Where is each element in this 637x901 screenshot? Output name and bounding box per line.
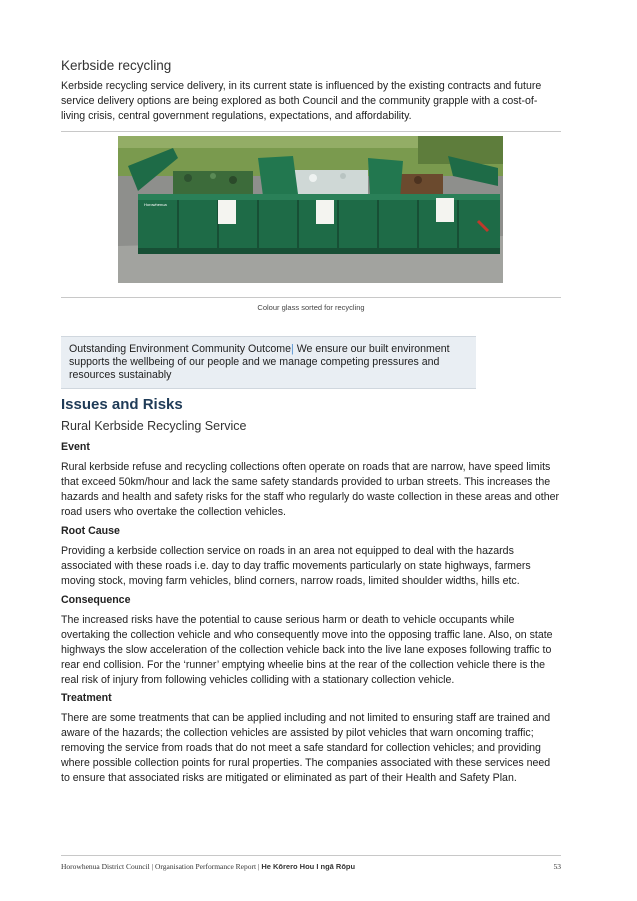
figure-bottom-rule: [61, 297, 561, 298]
footer-section-title: He Kōrero Hou I ngā Rōpu: [261, 862, 356, 871]
footer-rule: [61, 855, 561, 856]
recycling-bin-photo: [118, 136, 503, 283]
consequence-text: The increased risks have the potential to cause serious harm or death to vehicle occupants while overtaking the collection vehicle and who consequently move into the opposing traffic lane. Also, on state highways the slow acceleration of the collection vehicle back into the live lane exposes following traffic to rear end collision. For the ‘runner’ emptying wheelie bins at the rear of the collection vehicle there is the real risk of injury from following vehicles colliding with a stationary collection vehicle.: [61, 614, 553, 686]
root-cause-label: Root Cause: [61, 525, 120, 537]
footer-text: Horowhenua District Council | Organisation Performance Report |: [61, 862, 262, 871]
root-cause-text: Providing a kerbside collection service on roads in an area not equipped to deal with the hazards associated with these roads i.e. day to day traffic movements particularly on state highways, farmers moving stock, moving farm vehicles, blind corners, narrow roads, limited shoulder widths, hills etc.: [61, 545, 531, 587]
figure-caption: Colour glass sorted for recycling: [257, 303, 365, 312]
page-number: 53: [553, 862, 561, 871]
outcome-box: [61, 336, 476, 389]
bin-logo: Horowhenua: [144, 202, 167, 207]
event-label: Event: [61, 441, 90, 453]
kerbside-intro: Kerbside recycling service delivery, in its current state is influenced by the existing contracts and future service delivery options are being explored as both Council and the community grapple with a cost-of-living crisis, central government regulations, expectations, and affordability.: [61, 80, 542, 122]
outcome-title: Outstanding Environment Community Outcome: [69, 343, 291, 355]
page-content: [61, 58, 561, 784]
event-text: Rural kerbside refuse and recycling collections often operate on roads that are narrow, have speed limits that exceed 50km/hour and lack the same safety standards provided to urban streets. This increases the hazards and health and safety risks for the staff who regularly do waste collection in these areas and other road users who overtake the collection vehicles.: [61, 461, 559, 518]
issues-subheading: Rural Kerbside Recycling Service: [61, 419, 247, 433]
figure-top-rule: [61, 131, 561, 132]
outcome-separator: |: [290, 343, 294, 355]
kerbside-heading: Kerbside recycling: [61, 58, 172, 73]
outcome-text: We ensure our built environment supports the wellbeing of our people and we manage competing pressures and resources sustainably: [69, 343, 450, 381]
treatment-label: Treatment: [61, 692, 112, 704]
footer: [61, 862, 561, 871]
issues-heading: Issues and Risks: [61, 396, 183, 413]
treatment-text: There are some treatments that can be applied including and not limited to ensuring staff are trained and aware of the hazards; the collection vehicles are assisted by pilot vehicles that warn oncoming traffic; removing the service from roads that do not meet a safe standard for collection vehicles; and providing where possible collection points for rural properties. The companies associated with these services need to ensure that associated risks are mitigated or eliminated as part of their Health and Safety Plan.: [61, 712, 551, 784]
figure: [61, 131, 561, 312]
consequence-label: Consequence: [61, 594, 131, 606]
